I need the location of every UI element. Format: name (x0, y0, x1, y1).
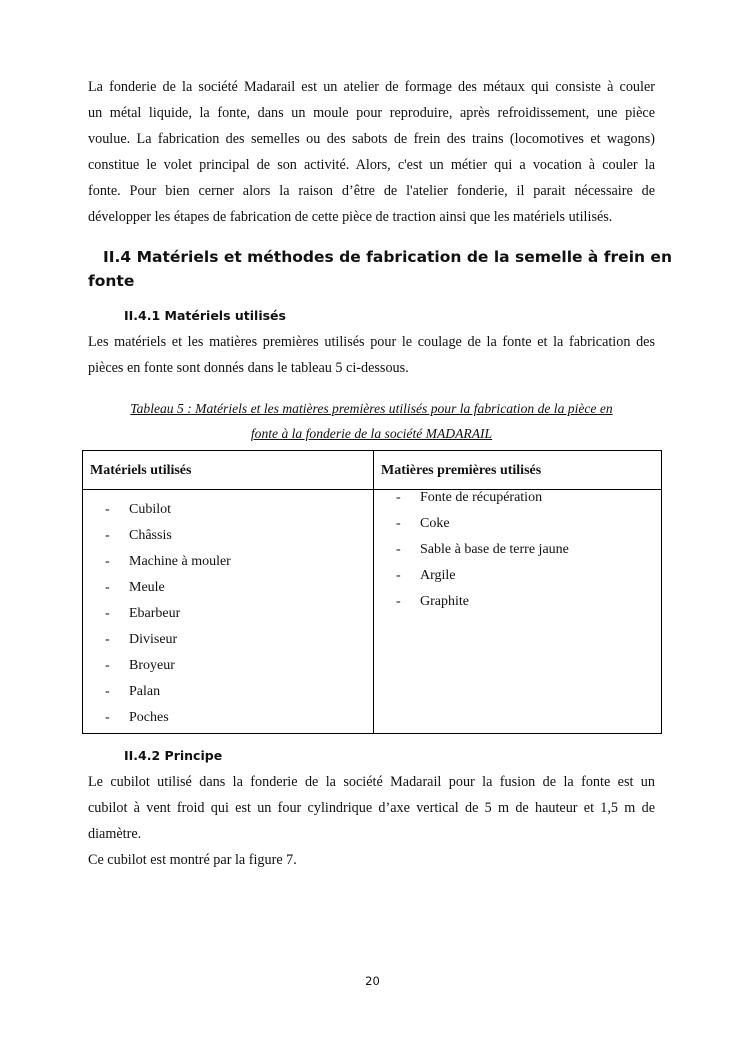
materials-line: Les matériels et les matières premières utilisés pour le coulage de la fonte et la fabrication des (88, 334, 655, 350)
table-caption (88, 396, 655, 446)
table-item-text: Meule (129, 580, 165, 595)
materials-paragraph (88, 329, 655, 381)
principle-line: Ce cubilot est montré par la figure 7. (88, 852, 297, 868)
principle-line: cubilot à vent froid qui est un four cylindrique d’axe vertical de 5 m de hauteur et 1,5 m de (88, 800, 655, 816)
bullet-dash: - (105, 554, 110, 569)
section-heading-line2: fonte (88, 272, 135, 290)
table-item-text: Coke (420, 516, 450, 531)
section-heading-line1: II.4 Matériels et méthodes de fabrication de la semelle à frein en (103, 248, 672, 266)
section-heading (88, 245, 688, 293)
bullet-dash: - (105, 528, 110, 543)
intro-line: un métal liquide, la fonte, dans un moule pour reproduire, après refroidissement, une pièce (88, 105, 655, 121)
table-caption-line2: fonte à la fonderie de la société MADARAIL (250, 426, 493, 441)
principle-line: Le cubilot utilisé dans la fonderie de la société Madarail pour la fusion de la fonte est un (88, 774, 655, 790)
table-caption-line1: Tableau 5 : Matériels et les matières premières utilisés pour la fabrication de la pièce en (130, 401, 613, 416)
table-item-text: Ebarbeur (129, 606, 181, 621)
intro-paragraph (88, 74, 655, 230)
table-item-text: Fonte de récupération (420, 490, 543, 505)
subsection-heading-materials: II.4.1 Matériels utilisés (124, 308, 286, 323)
table-item-text: Châssis (129, 528, 172, 543)
principle-paragraph (88, 769, 655, 873)
table-column-divider (373, 451, 374, 733)
bullet-dash: - (396, 568, 401, 583)
intro-line: développer les étapes de fabrication de cette pièce de traction ainsi que les matériels utilisés. (88, 209, 613, 225)
bullet-dash: - (396, 490, 401, 505)
table-item-text: Poches (129, 710, 169, 725)
bullet-dash: - (105, 658, 110, 673)
bullet-dash: - (105, 632, 110, 647)
bullet-dash: - (105, 580, 110, 595)
intro-line: voulue. La fabrication des semelles ou des sabots de frein des trains (locomotives et wagons) (88, 131, 655, 147)
table-item-text: Sable à base de terre jaune (420, 542, 569, 557)
materials-table (82, 450, 662, 734)
table-item-text: Cubilot (129, 502, 172, 517)
principle-line: diamètre. (88, 826, 142, 842)
intro-line: fonte. Pour bien cerner alors la raison d’être de l'atelier fonderie, il parait nécessaire de (88, 183, 655, 199)
bullet-dash: - (396, 516, 401, 531)
table-item-text: Palan (129, 684, 161, 699)
bullet-dash: - (396, 594, 401, 609)
bullet-dash: - (105, 710, 110, 725)
materials-line: pièces en fonte sont donnés dans le tableau 5 ci-dessous. (88, 360, 409, 376)
bullet-dash: - (105, 684, 110, 699)
table-item-text: Graphite (420, 594, 469, 609)
page-number: 20 (365, 974, 380, 988)
intro-line: La fonderie de la société Madarail est un atelier de formage des métaux qui consiste à couler (88, 79, 655, 95)
table-item-text: Machine à mouler (129, 554, 231, 569)
table-item-text: Argile (420, 568, 456, 583)
subsection-heading-principle: II.4.2 Principe (124, 748, 223, 763)
table-header-materials: Matériels utilisés (90, 463, 192, 478)
bullet-dash: - (105, 606, 110, 621)
bullet-dash: - (105, 502, 110, 517)
bullet-dash: - (396, 542, 401, 557)
intro-line: constitue le volet principal de son activité. Alors, c'est un métier qui a vocation à couler la (88, 157, 655, 173)
table-item-text: Broyeur (129, 658, 175, 673)
table-item-text: Diviseur (129, 632, 178, 647)
table-header-raw-materials: Matières premières utilisés (381, 463, 542, 478)
